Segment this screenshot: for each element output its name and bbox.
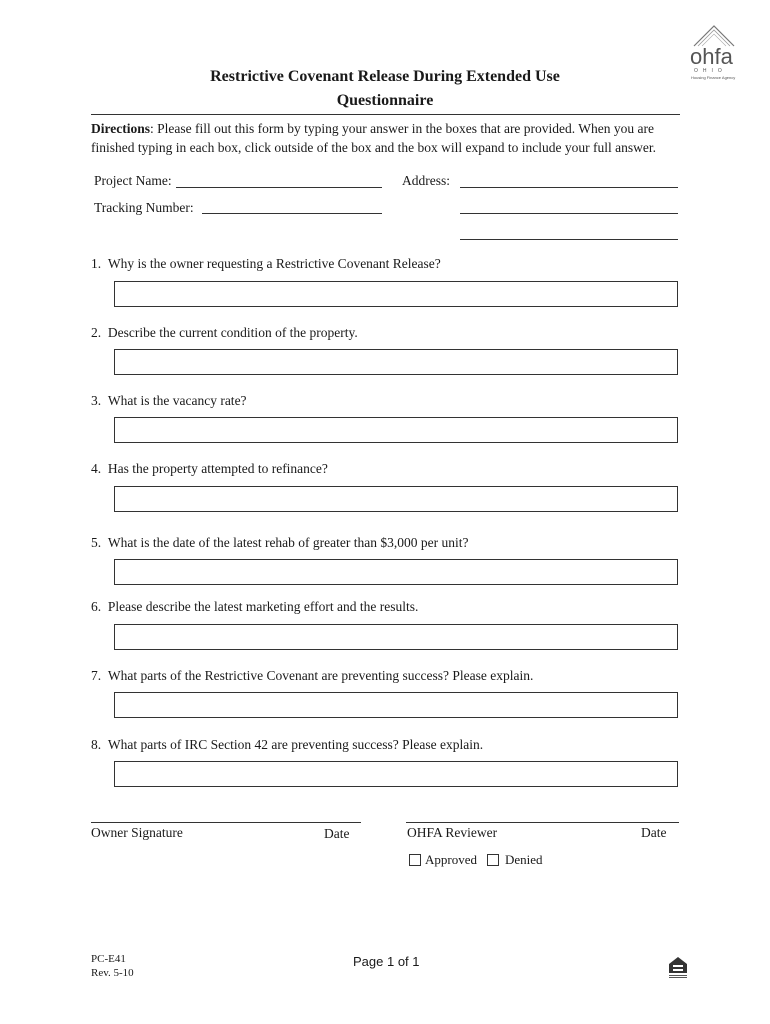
question-text: Please describe the latest marketing effort and the results. [107,599,419,614]
address-field-line3[interactable] [460,239,678,240]
form-revision: Rev. 5-10 [91,967,134,979]
question-number: 8. [91,737,102,752]
answer-box-6[interactable] [114,624,678,650]
question-number: 7. [91,668,102,683]
question-5 [91,535,469,551]
project-name-field[interactable] [176,187,382,188]
address-field-line2[interactable] [460,213,678,214]
question-text: Why is the owner requesting a Restrictive Covenant Release? [107,256,441,271]
approved-checkbox[interactable] [409,854,421,866]
question-8 [91,737,483,753]
question-text: Has the property attempted to refinance? [107,461,328,476]
answer-box-2[interactable] [114,349,678,375]
question-number: 6. [91,599,102,614]
title-rule [91,114,680,115]
project-name-label: Project Name: [94,173,172,188]
address-field-line1[interactable] [460,187,678,188]
denied-checkbox[interactable] [487,854,499,866]
answer-box-5[interactable] [114,559,678,585]
question-text: What is the date of the latest rehab of greater than $3,000 per unit? [107,535,469,550]
directions-text: : Please fill out this form by typing your answer in the boxes that are provided. When you are finished typing in each box, click outside of the box and the box will expand to include your full answer. [91,121,657,155]
tracking-number-field[interactable] [202,213,382,214]
question-text: What parts of IRC Section 42 are preventing success? Please explain. [107,737,484,752]
approved-label: Approved [425,852,477,867]
answer-box-8[interactable] [114,761,678,787]
question-number: 1. [91,256,102,271]
owner-signature-label: Owner Signature [91,825,183,840]
equal-housing-opportunity-icon [668,956,688,980]
owner-signature-line[interactable] [91,822,361,823]
question-number: 5. [91,535,102,550]
question-2 [91,325,358,341]
page-number: Page 1 of 1 [353,954,420,969]
question-text: What parts of the Restrictive Covenant are preventing success? Please explain. [107,668,534,683]
tracking-number-label: Tracking Number: [94,200,194,215]
form-id: PC-E41 [91,953,126,965]
form-title-line1: Restrictive Covenant Release During Extended Use [210,68,560,85]
question-number: 4. [91,461,102,476]
denied-label: Denied [505,852,543,867]
answer-box-4[interactable] [114,486,678,512]
logo-state: OHIO [694,68,727,74]
question-text: What is the vacancy rate? [107,393,247,408]
question-6 [91,599,418,615]
directions-label: Directions [91,121,150,136]
reviewer-signature-line[interactable] [406,822,679,823]
answer-box-7[interactable] [114,692,678,718]
question-number: 2. [91,325,102,340]
logo-subtitle: Housing Finance Agency [691,75,736,80]
reviewer-label: OHFA Reviewer [407,825,498,840]
question-4 [91,461,328,477]
question-1 [91,256,441,272]
question-7 [91,668,533,684]
question-number: 3. [91,393,102,408]
question-text: Describe the current condition of the property. [107,325,358,340]
answer-box-3[interactable] [114,417,678,443]
owner-date-label: Date [324,826,350,841]
reviewer-date-label: Date [641,825,667,840]
address-label: Address: [402,173,450,188]
form-title-line2: Questionnaire [336,92,434,109]
answer-box-1[interactable] [114,281,678,307]
directions [91,119,686,157]
question-3 [91,393,247,409]
logo-wordmark: ohfa [690,44,733,69]
